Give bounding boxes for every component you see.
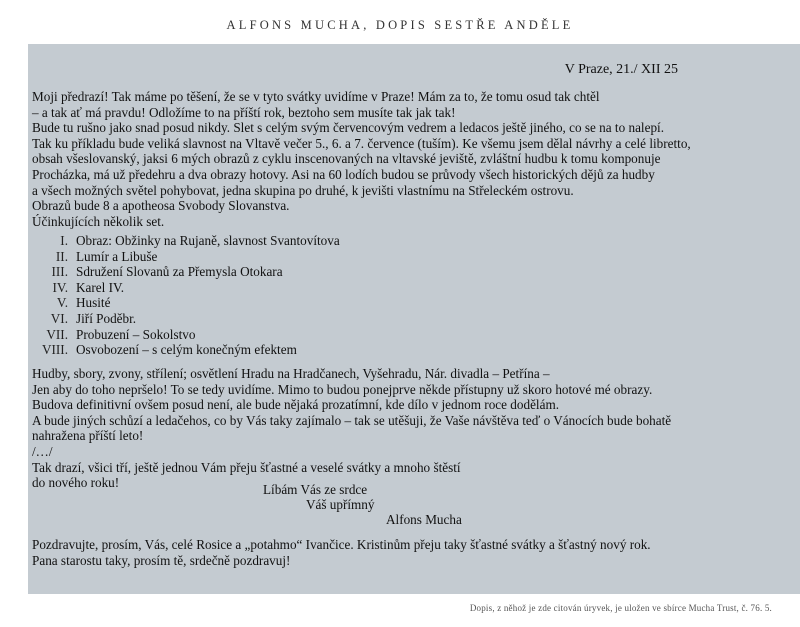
text-line: obsah všeslovanský, jaksi 6 mých obrazů z cyklu inscenovaných na vltavské jeviště, zvláštní hudbu k tomu komponuje	[32, 151, 661, 167]
list-text: Sdružení Slovanů za Přemysla Otokara	[76, 264, 283, 280]
text-line: – a tak ať má pravdu! Odložíme to na příští rok, beztoho sem musíte tak jak tak!	[32, 104, 456, 120]
text-line: Jen aby do toho nepršelo! To se tedy uvidíme. Mimo to budou ponejprve někde přístupny už skoro hotové mé obrazy.	[32, 381, 653, 397]
text-line: Budova definitivní ovšem posud není, ale bude nějaká prozatímní, kde dílo v jednom roce dodělám.	[32, 397, 560, 413]
text-line: Tak ku příkladu bude veliká slavnost na Vltavě večer 5., 6. a 7. července (tuším). Ke všemu jsem dělal návrhy a celé libretto,	[32, 135, 691, 151]
list-item	[32, 249, 532, 265]
postscript	[32, 537, 792, 568]
text-line: Tak drazí, všici tří, ještě jednou Vám přeju šťastné a veselé svátky a mnoho štěstí	[32, 459, 461, 475]
list-text: Osvobození – s celým konečným efektem	[76, 342, 297, 358]
signature: Alfons Mucha	[386, 512, 462, 527]
text-line: /…/	[32, 443, 53, 459]
list-text: Husité	[76, 295, 111, 311]
list-text: Jiří Poděbr.	[76, 310, 137, 326]
list-text: Lumír a Libuše	[76, 248, 158, 264]
list-numeral: V.	[56, 295, 68, 311]
page-header	[0, 0, 800, 44]
letter-date: V Praze, 21./ XII 25	[564, 62, 678, 77]
list-item	[32, 295, 532, 311]
text-line: Obrazů bude 8 a apotheosa Svobody Slovanstva.	[32, 198, 290, 214]
text-line: a všech možných světel pohybovat, jedna skupina po druhé, k jevišti vlastnímu na Střeleckém ostrovu.	[32, 182, 574, 198]
list-item	[32, 264, 532, 280]
page-title: ALFONS MUCHA, DOPIS SESTŘE ANDĚLE	[226, 18, 574, 32]
source-note: Dopis, z něhož je zde citován úryvek, je uložen ve sbírce Mucha Trust, č. 76. 5.	[469, 603, 772, 613]
letter-paragraph-2	[32, 366, 792, 491]
list-numeral: I.	[60, 233, 68, 248]
text-line: Účinkujících několik set.	[32, 213, 165, 229]
text-line: do nového roku!	[32, 475, 120, 491]
list-numeral: VIII.	[42, 342, 68, 358]
list-numeral: IV.	[52, 279, 68, 295]
text-line: Pana starostu taky, prosím tě, srdečně pozdravuj!	[32, 552, 291, 568]
list-item	[32, 280, 532, 296]
list-item	[32, 311, 532, 327]
list-text: Karel IV.	[76, 279, 125, 295]
list-item	[32, 327, 532, 343]
text-line: Bude tu rušno jako snad posud nikdy. Slet s celým svým červencovým vedrem a ledacos ještě jiného, co se na to nalepí.	[32, 120, 664, 136]
text-line: Procházka, má už předehru a dva obrazy hotovy. Asi na 60 lodích budou se průvody všech historických dějů za hudby	[32, 166, 655, 182]
list-text: Probuzení – Sokolstvo	[76, 326, 196, 342]
text-line: Pozdravujte, prosím, Vás, celé Rosice a „potahmo“ Ivančice. Kristinům přeju taky šťastné svátky a šťastný nový rok.	[32, 537, 651, 552]
text-line: nahražena příští leto!	[32, 428, 144, 444]
list-numeral: VII.	[46, 326, 68, 342]
list-text: Obraz: Obžinky na Rujaně, slavnost Svantovítova	[76, 233, 340, 248]
list-numeral: III.	[51, 264, 68, 280]
tableaux-list	[32, 233, 532, 358]
closing-greeting: Líbám Vás ze srdce	[263, 482, 368, 497]
list-numeral: II.	[55, 248, 68, 264]
letter-paragraph-1	[32, 89, 792, 229]
text-line: Moji předrazí! Tak máme po těšení, že se v tyto svátky uvidíme v Praze! Mám za to, že tomu osud tak chtěl	[32, 89, 600, 104]
list-numeral: VI.	[50, 310, 68, 326]
text-line: A bude jiných schůzí a ledačehos, co by Vás taky zajímalo – tak se utěšuji, že Vaše návštěva teď o Vánocích bude bohatě	[32, 412, 672, 428]
closing-salutation: Váš upřímný	[306, 497, 375, 512]
list-item	[32, 233, 532, 249]
list-item	[32, 342, 532, 358]
text-line: Hudby, sbory, zvony, střílení; osvětlení Hradu na Hradčanech, Vyšehradu, Nár. divadla – Petřína –	[32, 366, 550, 381]
